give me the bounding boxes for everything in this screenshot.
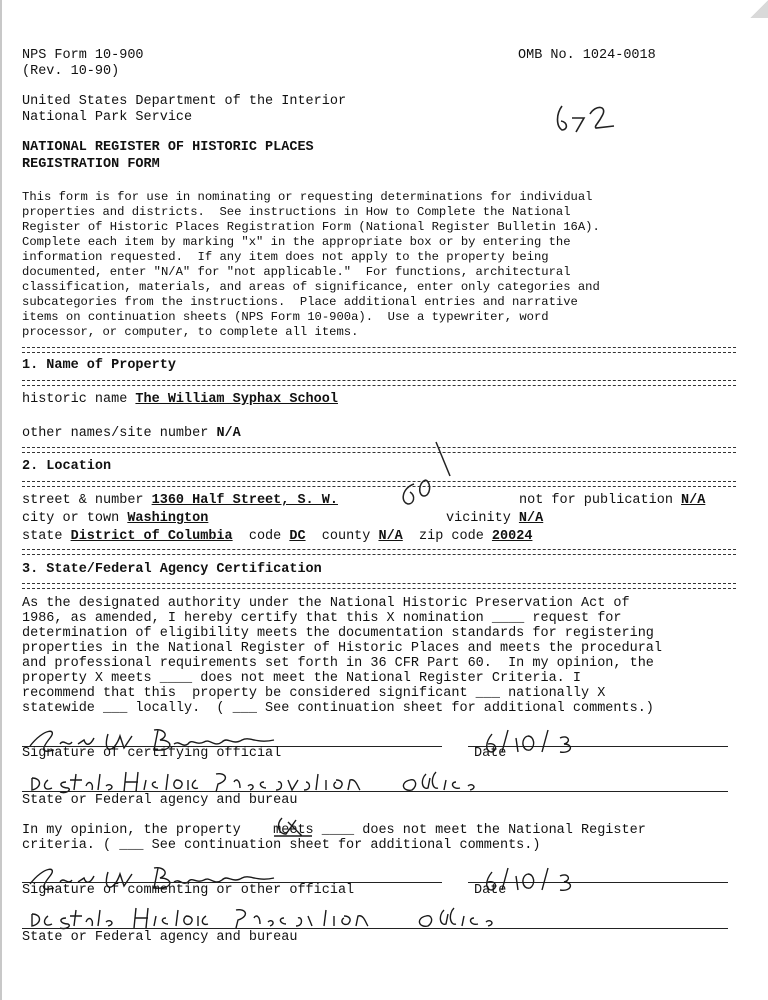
street-label: street & number bbox=[22, 493, 152, 508]
county-value: N/A bbox=[378, 529, 403, 544]
agency2-label: State or Federal agency and bureau bbox=[22, 930, 298, 945]
vicinity-label: vicinity bbox=[446, 511, 519, 526]
other-names-label: other names/site number bbox=[22, 426, 217, 441]
handwritten-number bbox=[552, 96, 622, 138]
county-label: county bbox=[321, 529, 379, 544]
meets-checkmark bbox=[272, 814, 316, 840]
opinion-line: In my opinion, the property meets ____ does not meet the National Register bbox=[22, 823, 646, 838]
instruction-line: processor, or computer, to complete all items. bbox=[22, 325, 359, 339]
city-value: Washington bbox=[127, 511, 209, 526]
other-names-value: N/A bbox=[216, 426, 241, 441]
other-names-row bbox=[22, 426, 241, 441]
instruction-line: information requested. If any item does not apply to the property being bbox=[22, 250, 549, 264]
instruction-line: documented, enter "N/A" for "not applicable." For functions, architectural bbox=[22, 265, 571, 279]
section-divider bbox=[22, 447, 736, 453]
agency: National Park Service bbox=[22, 110, 193, 125]
section-2-heading: 2. Location bbox=[22, 459, 112, 474]
date2-label: Date bbox=[474, 883, 507, 898]
cert-line: and professional requirements set forth in 36 CFR Part 60. In my opinion, the bbox=[22, 656, 654, 671]
date-label: Date bbox=[474, 746, 507, 761]
opinion-line: criteria. ( ___ See continuation sheet for additional comments.) bbox=[22, 838, 541, 853]
instruction-line: classification, materials, and areas of significance, enter only categories and bbox=[22, 280, 600, 294]
code-value: DC bbox=[289, 529, 306, 544]
page-corner bbox=[750, 0, 768, 18]
nfp-value: N/A bbox=[681, 493, 706, 508]
nfp-label: not for publication bbox=[519, 493, 682, 508]
section-divider bbox=[22, 481, 736, 487]
department: United States Department of the Interior bbox=[22, 94, 347, 109]
section-3-heading: 3. State/Federal Agency Certification bbox=[22, 562, 322, 577]
form-subtitle: REGISTRATION FORM bbox=[22, 157, 160, 172]
instruction-line: Complete each item by marking "x" in the appropriate box or by entering the bbox=[22, 235, 571, 249]
code-label: code bbox=[248, 529, 290, 544]
zip-value: 20024 bbox=[491, 529, 533, 544]
agency-line bbox=[22, 791, 728, 792]
section-divider bbox=[22, 347, 736, 353]
agency-label: State or Federal agency and bureau bbox=[22, 793, 298, 808]
not-for-publication-row bbox=[519, 493, 705, 508]
form-number: NPS Form 10-900 bbox=[22, 48, 144, 63]
section-divider bbox=[22, 583, 736, 589]
historic-name-value: The William Syphax School bbox=[135, 392, 338, 407]
instruction-line: subcategories from the instructions. Place additional entries and narrative bbox=[22, 295, 578, 309]
historic-name-label: historic name bbox=[22, 392, 136, 407]
vicinity-row bbox=[446, 511, 543, 526]
omb-number: OMB No. 1024-0018 bbox=[518, 48, 656, 63]
form-revision: (Rev. 10-90) bbox=[22, 64, 120, 79]
cert-line: As the designated authority under the National Historic Preservation Act of bbox=[22, 596, 630, 611]
state-label: state bbox=[22, 529, 71, 544]
scan-edge bbox=[0, 0, 2, 1000]
instruction-line: This form is for use in nominating or requesting determinations for individual bbox=[22, 190, 593, 204]
zip-label: zip code bbox=[419, 529, 492, 544]
state-row bbox=[22, 529, 532, 544]
historic-name-row bbox=[22, 392, 338, 407]
signature-label: Signature of certifying official bbox=[22, 746, 282, 761]
cert-line: determination of eligibility meets the documentation standards for registering bbox=[22, 626, 654, 641]
form-title: NATIONAL REGISTER OF HISTORIC PLACES bbox=[22, 140, 314, 155]
section-1-heading: 1. Name of Property bbox=[22, 358, 176, 373]
section-divider bbox=[22, 380, 736, 386]
city-label: city or town bbox=[22, 511, 128, 526]
cert-line: statewide ___ locally. ( ___ See continuation sheet for additional comments.) bbox=[22, 701, 654, 716]
state-value: District of Columbia bbox=[70, 529, 233, 544]
instruction-line: Register of Historic Places Registration Form (National Register Bulletin 16A). bbox=[22, 220, 600, 234]
agency2-line bbox=[22, 928, 728, 929]
cert-line: recommend that this property be considered significant ___ nationally X bbox=[22, 686, 606, 701]
city-row bbox=[22, 511, 208, 526]
section-divider bbox=[22, 549, 736, 555]
instruction-line: items on continuation sheets (NPS Form 10-900a). Use a typewriter, word bbox=[22, 310, 549, 324]
cert-line: property X meets ____ does not meet the National Register Criteria. I bbox=[22, 671, 581, 686]
street-row bbox=[22, 493, 338, 508]
vicinity-value: N/A bbox=[518, 511, 544, 526]
handwritten-mark bbox=[392, 436, 462, 510]
signature2-label: Signature of commenting or other official bbox=[22, 883, 355, 898]
street-value: 1360 Half Street, S. W. bbox=[151, 493, 338, 508]
cert-line: properties in the National Register of Historic Places and meets the procedural bbox=[22, 641, 663, 656]
cert-line: 1986, as amended, I hereby certify that this X nomination ____ request for bbox=[22, 611, 622, 626]
instruction-line: properties and districts. See instructions in How to Complete the National bbox=[22, 205, 571, 219]
